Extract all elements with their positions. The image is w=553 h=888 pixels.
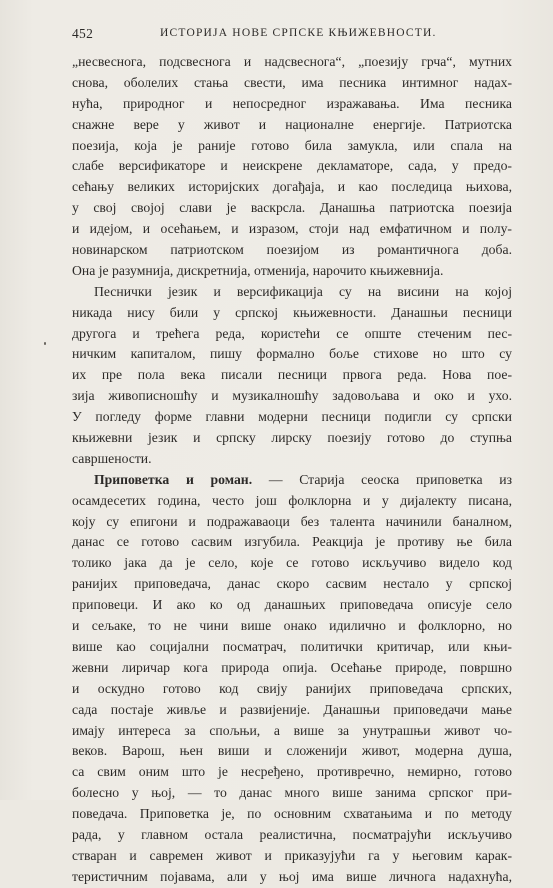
paragraph-3 [72,470,512,888]
text-line: теристичним појавама, али у њој има више личнога надахнућа, [72,868,512,884]
text-line: ничким капиталом, пишу формално боље стихове но што су [72,346,512,362]
text-line: више као социјални посматрач, политички критичар, или књи- [72,638,512,654]
text-line: савршености. [72,450,152,466]
text-line: имају интереса за спољњи, а више за унутрашњи живот чо- [72,722,512,738]
text-line: Она је разумнија, дискретнија, отменија, нарочито књижевнија. [72,262,444,278]
text-fragment: — Старија сеоска приповетка из [252,471,512,487]
margin-speck [44,342,46,345]
text-line: ранијих приповедача, данас скоро сасвим нестало у српској [72,576,512,592]
page-header [72,26,512,46]
paragraph-1 [72,52,512,282]
text-line: никада нису били у српској књижевности. Данашњи песници [72,304,512,320]
section-run-in-heading: Приповетка и роман. [94,471,253,487]
text-line: и сељаке, то не чини више онако идилично и фолклорно, но [72,618,512,634]
text-line: жевни лиричар кога природа опија. Осећање природе, површно [72,659,512,675]
text-line: толико јака да је село, које се готово искључиво видело код [72,555,512,571]
text-line: веков. Варош, њен виши и сложенији живот, модерна душа, [72,743,512,759]
running-title: ИСТОРИЈА НОВЕ СРПСКЕ КЊИЖЕВНОСТИ. [160,27,437,39]
text-line: новинарском патриотском поезијом из романтичнога доба. [72,242,512,258]
text-line: „несвеснога, подсвеснога и надсвеснога“, „поезију грча“, мутних [72,54,512,69]
text-line: осамдесетих година, често још фолклорна и у дијалекту писана, [72,492,512,508]
paragraph-2 [72,282,512,470]
text-line: поезија, која је раније готово била замукла, или спала на [72,137,512,153]
text-line: У погледу форме главни модерни песници подигли су српски [72,409,512,425]
text-line: зија живописношћу и музикалношћу задовољава и око и ухо. [72,388,512,404]
text-line: их пре пола века писали песници првога реда. Нова пое- [72,367,512,383]
text-line: књижевни језик и српску лирску поезију готово до ступња [72,430,512,446]
page-number: 452 [72,26,94,41]
text-line: болесно у њој, — то данас много више занима српског при- [72,785,512,801]
text-line: и идејом, и осећањем, и изразом, стоји над емфатичном и полу- [72,221,512,237]
text-line: стваран и савремен живот и приказујући га у његовим карак- [72,847,512,863]
text-line: сада постаје живље и развијеније. Данашњи приповедачи мање [72,701,512,717]
text-line: данас се готово сасвим изгубила. Реакција је противу ње била [72,534,512,550]
text-line: сећању великих историјских догађаја, и као последица њихова, [72,179,512,195]
text-line: снова, оболелих стања свести, има песника интимног надах- [72,74,512,90]
text-line: и оскудно готово код свију ранијих приповедача српских, [72,680,512,696]
text-line: са свим оним што је несређено, противречно, немирно, готово [72,764,512,780]
text-line: снажне вере у живот и националне енергије. Патриотска [72,116,512,132]
text-line: рада, у главном остала реалистична, посматрајући искључиво [72,826,512,842]
text-line: Песнички језик и версификација су на висини на којој [94,283,512,299]
text-line: у свој својој слави је васкрсла. Данашња патриотска поезија [72,200,512,216]
text-line: коју су епигони и подражаваоци без талента начинили баналном, [72,513,512,529]
text-line: другога и трећега реда, користећи се опште стеченим пес- [72,325,512,341]
text-line: поведача. Приповетка је, по основним схватањима и по методу [72,806,512,822]
text-line: приповеци. И ако ко од данашњих приповедача описује село [72,597,512,613]
text-line: нућа, природног и непосредног изражавања. Има песника [72,95,512,111]
body-text [72,52,512,888]
text-line: слабе версификаторе и неискрене декламаторе, сада, у предо- [72,158,512,174]
text-line [72,470,512,491]
